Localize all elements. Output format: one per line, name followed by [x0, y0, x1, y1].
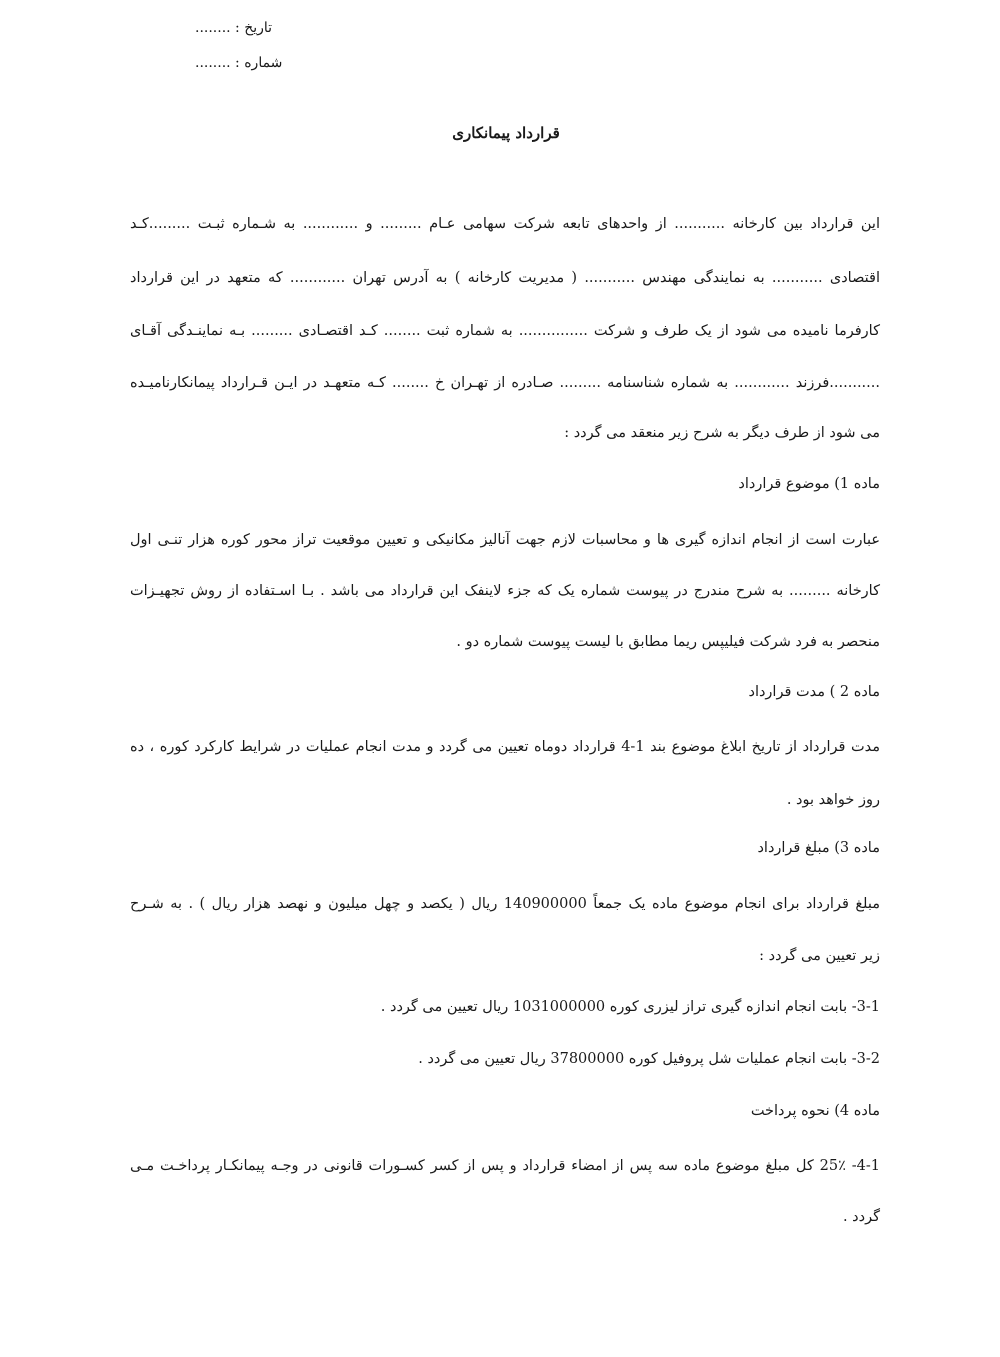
clause-3-2: 3-2- بابت انجام عملیات شل پروفیل کوره 37800000 ریال تعیین می گردد .	[418, 1051, 880, 1067]
paragraph-line: مبلغ قرارداد برای انجام موضوع ماده یک جمعاً 140900000 ریال ( یکصد و چهل میلیون و نهصد هزار ریال ) . به شـرح	[130, 896, 880, 912]
date-field: تاریخ : ........	[195, 20, 273, 36]
paragraph-line: منحصر به فرد شرکت فیلیپس ریما مطابق با لیست پیوست شماره دو .	[456, 634, 880, 650]
paragraph-line: مدت قرارداد از تاریخ ابلاغ موضوع بند 1-4 قرارداد دوماه تعیین می گردد و مدت انجام عملیات در شرایط کارکرد کوره ، ده	[130, 739, 881, 755]
paragraph-line: این قرارداد بین کارخانه ........... از واحدهای تابعه شرکت سهامی عـام ......... و ............ به شـماره ثبـت .........کـد	[130, 216, 880, 232]
paragraph-line: زیر تعیین می گردد :	[759, 948, 880, 964]
article-3-heading: ماده 3) مبلغ قرارداد	[757, 840, 880, 856]
article-2-heading: ماده 2 ) مدت قرارداد	[748, 684, 880, 700]
clause-4-1: 4-1- 25٪ کل مبلغ موضوع ماده سه پس از امضاء قرارداد و پس از کسر کسـورات قانونی در وجـه پیمانکـار پرداخـت مـی	[130, 1158, 880, 1174]
article-1-heading: ماده 1) موضوع قرارداد	[738, 476, 880, 492]
paragraph-line: گردد .	[842, 1209, 880, 1225]
paragraph-line: اقتصادی ........... به نمایندگی مهندس ........... ( مدیریت کارخانه ) به آدرس تهران ............ که متعهد در این قرارداد	[130, 270, 880, 286]
paragraph-line: روز خواهد بود .	[786, 792, 880, 808]
paragraph-line: کارخانه ......... به شرح مندرج در پیوست شماره یک که جزء لاینفک این قرارداد می باشد . بـا اسـتفاده از روش تجهیـزات	[130, 583, 880, 599]
paragraph-line: کارفرما نامیده می شود از یک طرف و شرکت ............... به شماره ثبت ........ کـد اقتصـادی ......... بـه نماینـدگی آقـای	[130, 323, 880, 339]
clause-3-1: 3-1- بابت انجام اندازه گیری تراز لیزری کوره 1031000000 ریال تعیین می گردد .	[380, 999, 880, 1015]
article-4-heading: ماده 4) نحوه پرداخت	[750, 1103, 880, 1119]
document-title: قرارداد پیمانکاری	[452, 124, 560, 142]
number-field: شماره : ........	[195, 55, 283, 71]
paragraph-line: ...........فرزند ............ به شماره شناسنامه ......... صـادره از تهـران خ ........ کـه متعهـد در ایـن قـرارداد پیمانکارنامیـده	[130, 375, 880, 391]
paragraph-line: می شود از طرف دیگر به شرح زیر منعقد می گردد :	[564, 425, 880, 441]
paragraph-line: عبارت است از انجام اندازه گیری ها و محاسبات لازم جهت آنالیز مکانیکی و تعیین موقعیت تراز محور کوره هزار تنـی اول	[130, 532, 880, 548]
